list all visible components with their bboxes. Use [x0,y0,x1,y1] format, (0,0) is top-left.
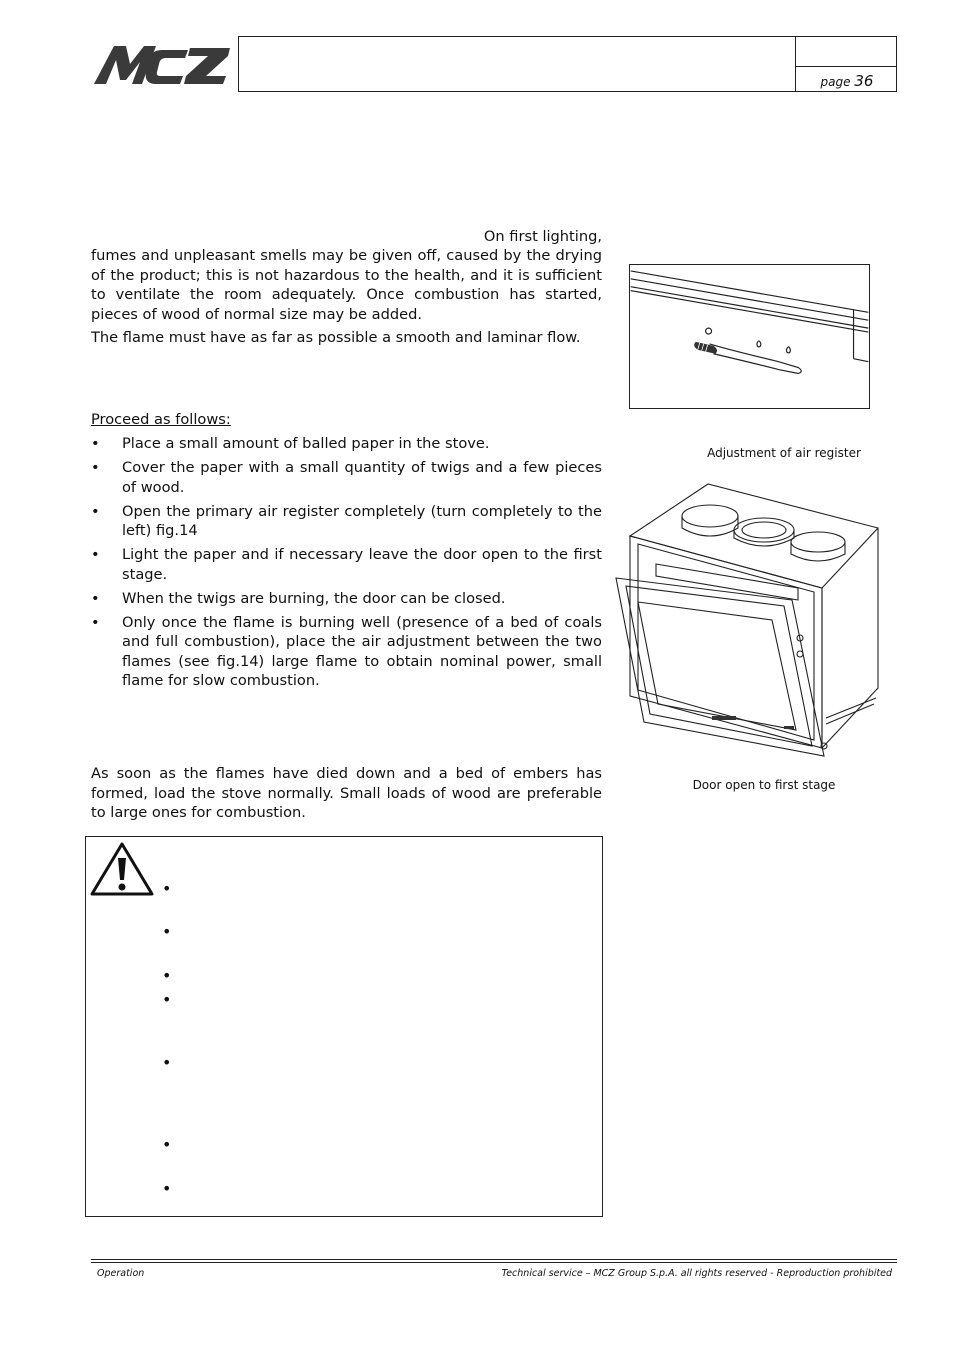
page-number [800,72,894,90]
list-item: • Light the paper and if necessary leave the door open to the first stage. [91,545,602,584]
intro-paragraph: fumes and unpleasant smells may be given off, caused by the drying of the product; this is not hazardous to the health, and it is sufficient to ventilate the room adequately. Once combustion has started, pieces of wood of normal size may be added. [91,247,602,323]
page-label: page [820,75,851,89]
header-box [238,36,897,92]
list-item: • Only once the flame is burning well (presence of a bed of coals and full combustion), place the air adjustment between the two flames (see fig.14) large flame to obtain nominal power, small flame for slow combustion. [91,613,602,691]
warning-bullet-icon: • [162,990,172,1009]
warning-bullet-icon: • [162,1179,172,1198]
door-open-figure [612,478,884,760]
list-item: • Place a small amount of balled paper in the stove. [91,434,602,454]
flame-note: The flame must have as far as possible a smooth and laminar flow. [91,329,581,346]
steps-list [91,434,602,696]
footer-section: Operation [97,1268,145,1279]
list-item: • Open the primary air register completely (turn completely to the left) fig.14 [91,502,602,541]
warning-triangle-icon [90,842,154,896]
logo-text: MCZ [92,42,95,43]
door-caption: Door open to first stage [692,778,836,792]
list-item: • When the twigs are burning, the door can be closed. [91,589,602,609]
footer-rule [91,1262,897,1263]
footer-rule [91,1259,897,1260]
warning-bullet-icon: • [162,1053,172,1072]
air-register-caption: Adjustment of air register [707,446,861,460]
proceed-heading: Proceed as follows: [91,411,231,428]
warning-bullet-icon: • [162,966,172,985]
footer-copyright: Technical service – MCZ Group S.p.A. all rights reserved - Reproduction prohibited [501,1268,892,1279]
page-number-value: 36 [854,72,874,90]
warning-bullet-icon: • [162,879,172,898]
header-divider [795,36,796,92]
warning-bullet-icon: • [162,1135,172,1154]
mcz-logo [92,42,232,88]
list-item: • Cover the paper with a small quantity of twigs and a few pieces of wood. [91,458,602,497]
header-divider-horizontal [795,66,897,67]
loading-paragraph: As soon as the flames have died down and a bed of embers has formed, load the stove normally. Small loads of wood are preferable to large ones for combustion. [91,765,602,821]
intro-first-line: On first lighting, [483,228,602,245]
air-register-figure [629,264,870,409]
warning-bullet-icon: • [162,922,172,941]
